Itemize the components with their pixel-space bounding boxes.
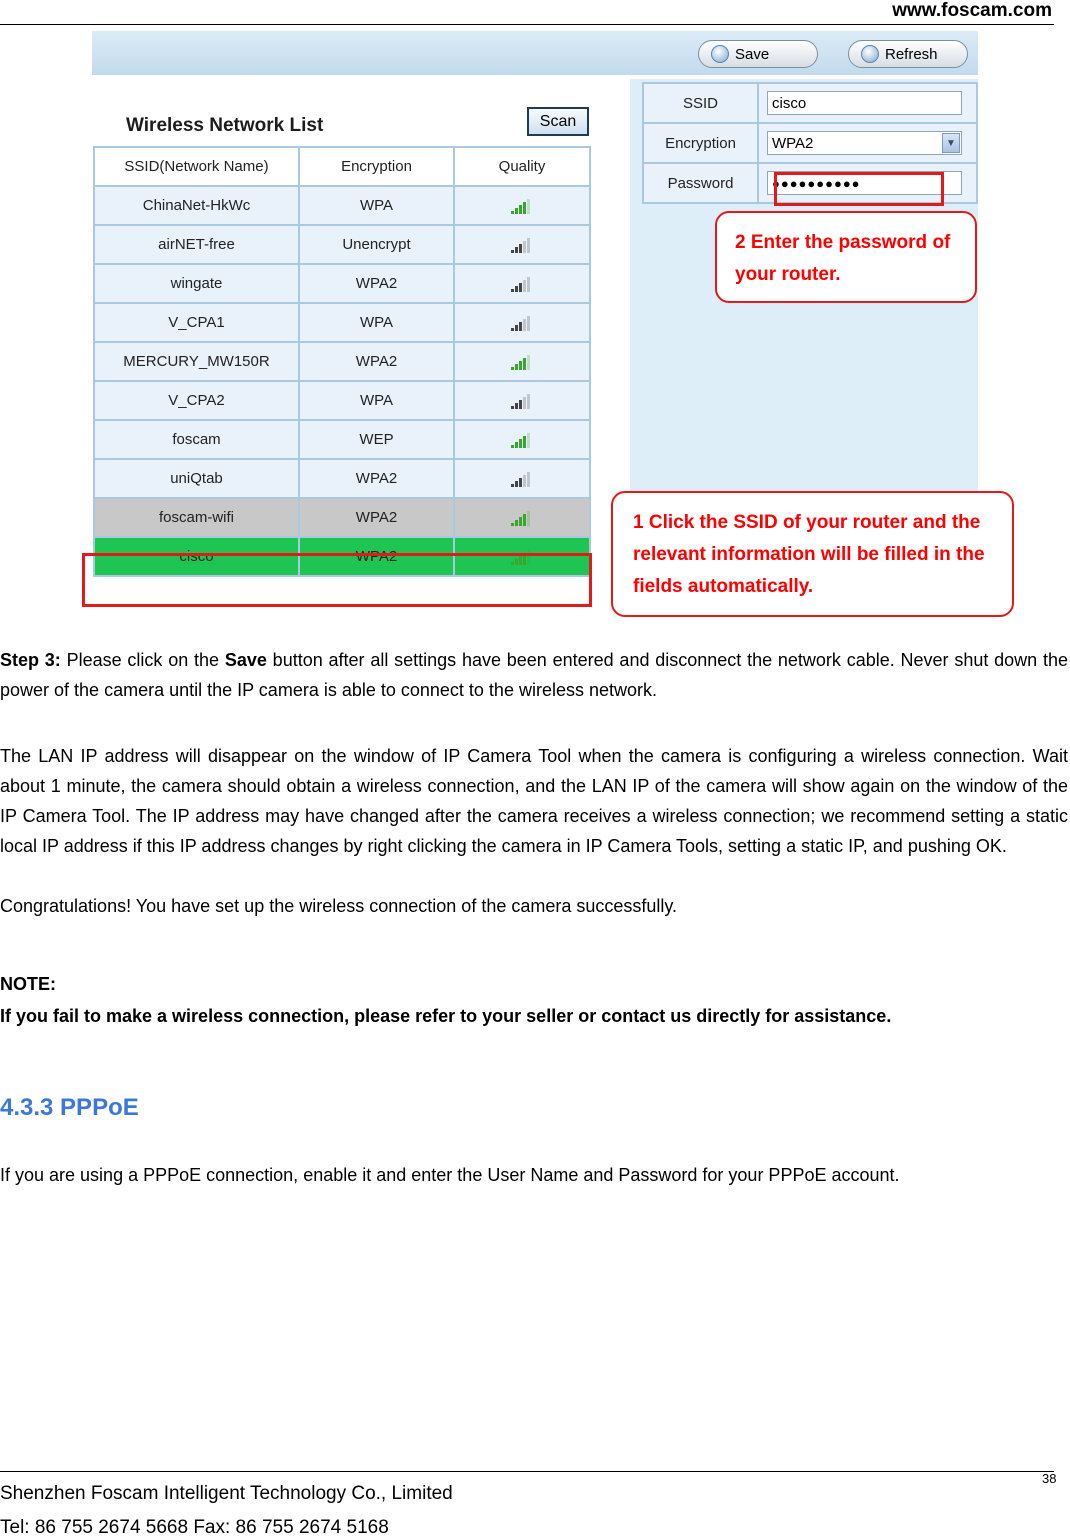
signal-bar	[519, 205, 522, 214]
signal-bar	[519, 361, 522, 370]
signal-bar	[523, 436, 526, 448]
signal-bar	[515, 247, 518, 253]
ssid-cell[interactable]: uniQtab	[94, 459, 299, 498]
note-label: NOTE:	[0, 974, 56, 994]
table-row[interactable]	[94, 225, 590, 264]
table-row[interactable]	[94, 186, 590, 225]
signal-strength-icon	[511, 237, 533, 253]
signal-bar	[527, 316, 530, 331]
encryption-cell: WPA2	[299, 342, 454, 381]
scan-button[interactable]: Scan	[527, 107, 589, 136]
header-rule	[0, 24, 1054, 25]
footer-company: Shenzhen Foscam Intelligent Technology Co., Limited	[0, 1483, 453, 1504]
column-header-ssid: SSID(Network Name)	[94, 147, 299, 186]
signal-bar	[515, 286, 518, 292]
quality-cell	[454, 342, 590, 381]
table-row[interactable]	[94, 498, 590, 537]
cisco-row-highlight-box	[82, 553, 592, 607]
signal-bar	[511, 211, 514, 214]
save-button[interactable]	[698, 40, 818, 68]
encryption-cell: WEP	[299, 420, 454, 459]
page-number: 38	[1042, 1471, 1057, 1486]
encryption-cell: WPA	[299, 186, 454, 225]
password-callout: 2 Enter the password of your router.	[715, 211, 977, 303]
signal-bar	[527, 394, 530, 409]
signal-bar	[527, 199, 530, 214]
ssid-cell[interactable]: airNET-free	[94, 225, 299, 264]
quality-cell	[454, 303, 590, 342]
signal-bar	[511, 484, 514, 487]
password-label: Password	[643, 163, 758, 203]
ssid-cell[interactable]: foscam	[94, 420, 299, 459]
signal-strength-icon	[511, 393, 533, 409]
signal-bar	[511, 406, 514, 409]
encryption-cell: WPA	[299, 303, 454, 342]
encryption-select[interactable]	[767, 131, 962, 155]
signal-bar	[519, 400, 522, 409]
refresh-button-label: Refresh	[885, 45, 938, 63]
signal-bar	[523, 319, 526, 331]
table-row[interactable]	[94, 342, 590, 381]
lan-ip-paragraph: The LAN IP address will disappear on the window of IP Camera Tool when the camera is configuring a wireless connection. Wait about 1 minute, the camera should obtain a wireless connection, and the LAN IP of the camera will show again on the window of the IP Camera Tool. The IP address may have changed after the camera receives a wireless connection; we recommend setting a static local IP address if this IP address changes by right clicking the camera in IP Camera Tools, setting a static IP, and pushing OK.	[0, 746, 1068, 856]
footer-contact: Tel: 86 755 2674 5668 Fax: 86 755 2674 5168	[0, 1517, 389, 1538]
quality-cell	[454, 381, 590, 420]
wireless-list-title: Wireless Network List	[126, 115, 324, 136]
table-row[interactable]	[94, 381, 590, 420]
ssid-cell[interactable]: V_CPA1	[94, 303, 299, 342]
quality-cell	[454, 186, 590, 225]
site-url[interactable]: www.foscam.com	[892, 0, 1052, 21]
signal-bar	[511, 289, 514, 292]
encryption-cell: WPA	[299, 381, 454, 420]
ssid-cell[interactable]: ChinaNet-HkWc	[94, 186, 299, 225]
encryption-cell: WPA2	[299, 459, 454, 498]
ssid-label: SSID	[643, 83, 758, 123]
signal-bar	[519, 283, 522, 292]
signal-bar	[519, 517, 522, 526]
password-highlight-box	[774, 172, 944, 206]
signal-bar	[527, 238, 530, 253]
step3-text-a: Please click on the	[60, 650, 225, 670]
table-row[interactable]	[94, 303, 590, 342]
quality-cell	[454, 420, 590, 459]
signal-bar	[515, 442, 518, 448]
signal-bar	[527, 433, 530, 448]
signal-bar	[523, 514, 526, 526]
encryption-cell: WPA2	[299, 264, 454, 303]
signal-strength-icon	[511, 198, 533, 214]
ssid-cell[interactable]: wingate	[94, 264, 299, 303]
signal-bar	[511, 523, 514, 526]
signal-strength-icon	[511, 276, 533, 292]
signal-bar	[523, 358, 526, 370]
save-icon	[711, 45, 729, 63]
quality-cell	[454, 225, 590, 264]
encryption-select-value: WPA2	[772, 134, 814, 152]
table-row[interactable]	[94, 264, 590, 303]
signal-strength-icon	[511, 354, 533, 370]
signal-bar	[519, 322, 522, 331]
signal-bar	[519, 244, 522, 253]
signal-bar	[523, 397, 526, 409]
signal-bar	[511, 328, 514, 331]
pppoe-paragraph: If you are using a PPPoE connection, enable it and enter the User Name and Password for your PPPoE account.	[0, 1165, 900, 1185]
save-button-label: Save	[735, 45, 770, 63]
signal-bar	[519, 478, 522, 487]
step3-save-word: Save	[224, 650, 267, 670]
table-row[interactable]	[94, 420, 590, 459]
encryption-cell: WPA2	[299, 537, 454, 576]
signal-bar	[527, 355, 530, 370]
ssid-cell[interactable]: cisco	[94, 537, 299, 576]
signal-bar	[515, 325, 518, 331]
section-title-pppoe: 4.3.3 PPPoE	[0, 1094, 139, 1121]
signal-strength-icon	[511, 432, 533, 448]
ssid-input[interactable]: cisco	[767, 91, 962, 115]
quality-cell	[454, 264, 590, 303]
signal-bar	[511, 367, 514, 370]
ssid-cell[interactable]: MERCURY_MW150R	[94, 342, 299, 381]
signal-bar	[523, 475, 526, 487]
signal-bar	[519, 439, 522, 448]
footer-rule	[0, 1471, 1054, 1472]
refresh-button[interactable]	[848, 40, 968, 68]
encryption-label: Encryption	[643, 123, 758, 163]
quality-cell	[454, 498, 590, 537]
signal-bar	[511, 250, 514, 253]
signal-strength-icon	[511, 315, 533, 331]
quality-cell	[454, 459, 590, 498]
encryption-cell: WPA2	[299, 498, 454, 537]
signal-bar	[515, 481, 518, 487]
step3-text-b: button after all settings have been entered and disconnect the network cable. Never shut down the power of the camera until the IP camera is able to connect to the wireless network.	[0, 650, 1068, 700]
step3-paragraph	[0, 645, 1068, 705]
signal-bar	[527, 511, 530, 526]
column-header-quality: Quality	[454, 147, 590, 186]
signal-strength-icon	[511, 471, 533, 487]
signal-bar	[527, 277, 530, 292]
signal-bar	[515, 364, 518, 370]
signal-bar	[515, 403, 518, 409]
signal-bar	[523, 280, 526, 292]
signal-bar	[515, 208, 518, 214]
signal-strength-icon	[511, 510, 533, 526]
toolbar	[92, 31, 978, 75]
step3-label: Step 3:	[0, 650, 61, 670]
ssid-callout: 1 Click the SSID of your router and the relevant information will be filled in the fields automatically.	[611, 491, 1014, 617]
table-row[interactable]	[94, 459, 590, 498]
signal-bar	[515, 520, 518, 526]
encryption-cell: Unencrypt	[299, 225, 454, 264]
password-input[interactable]: ●●●●●●●●●●	[767, 171, 962, 195]
wireless-network-table	[93, 146, 591, 577]
signal-bar	[523, 202, 526, 214]
signal-bar	[527, 472, 530, 487]
signal-bar	[523, 241, 526, 253]
chevron-down-icon[interactable]: ▼	[942, 133, 960, 153]
congratulations-paragraph: Congratulations! You have set up the wireless connection of the camera successfully.	[0, 896, 678, 916]
signal-bar	[511, 445, 514, 448]
column-header-encryption: Encryption	[299, 147, 454, 186]
ssid-cell[interactable]: foscam-wifi	[94, 498, 299, 537]
ssid-cell[interactable]: V_CPA2	[94, 381, 299, 420]
note-text: If you fail to make a wireless connection, please refer to your seller or contact us directly for assistance.	[0, 1006, 892, 1026]
refresh-icon	[861, 45, 879, 63]
wireless-settings-screenshot	[88, 31, 985, 608]
